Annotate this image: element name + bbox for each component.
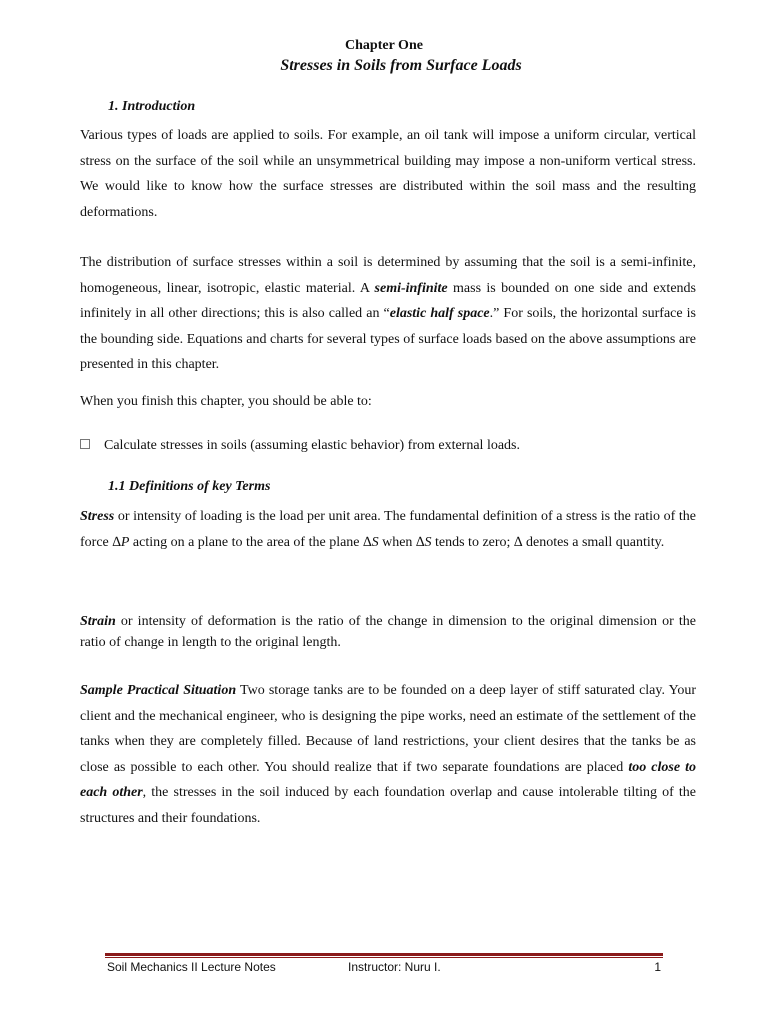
objective-text: Calculate stresses in soils (assuming elastic behavior) from external loads. bbox=[104, 438, 521, 453]
text-run: tends to zero; ∆ denotes a small quantity. bbox=[431, 534, 665, 550]
text-run: when bbox=[378, 534, 416, 550]
footer-rule bbox=[105, 953, 663, 956]
symbol-delta-p: ∆P bbox=[112, 534, 130, 550]
text-run: .” For soils, the horizontal surface is the bounding side. Equations and charts for several types of surface loads based on the above assumptions are presented in this chapter. bbox=[80, 306, 697, 372]
text-run: acting on a plane to the area of the plane bbox=[129, 534, 364, 550]
term-elastic-half-space: elastic half space bbox=[389, 306, 490, 321]
section-heading-definitions: 1.1 Definitions of key Terms bbox=[108, 479, 271, 494]
page-footer bbox=[105, 960, 663, 978]
paragraph-sample-situation bbox=[80, 678, 696, 831]
bullet-box-icon bbox=[80, 439, 90, 449]
term-too-close: too close to each other bbox=[80, 759, 697, 800]
footer-rule-thin bbox=[105, 957, 663, 958]
paragraph-objectives-intro: When you finish this chapter, you should be able to: bbox=[80, 394, 372, 409]
symbol-delta-s: ∆S bbox=[415, 534, 432, 550]
paragraph-intro: Various types of loads are applied to soils. For example, an oil tank will impose a uniform circular, vertical stress on the surface of the soil while an unsymmetrical building may impose a non-uniform vertical stress. We would like to know how the surface stresses are distributed within the soil mass and the resulting deformations. bbox=[80, 128, 696, 220]
text-run: , the stresses in the soil induced by each foundation overlap and cause intolerable tilting of the structures and their foundations. bbox=[80, 785, 696, 826]
text-run: or intensity of deformation is the ratio of the change in dimension to the original dimension or the ratio of change in length to the original length. bbox=[80, 614, 696, 650]
symbol-delta-s: ∆S bbox=[363, 534, 379, 550]
term-semi-infinite: semi-infinite bbox=[374, 280, 448, 296]
footer-course: Soil Mechanics II Lecture Notes bbox=[107, 960, 276, 974]
text-run: mass is bounded on one side and extends infinitely in all other directions; this is also called an “ bbox=[80, 280, 696, 321]
paragraph-distribution bbox=[80, 250, 696, 378]
term-strain: Strain bbox=[80, 614, 116, 629]
chapter-label: Chapter One bbox=[345, 38, 423, 53]
section-heading-introduction: 1. Introduction bbox=[108, 99, 196, 114]
paragraph-strain bbox=[80, 611, 696, 653]
chapter-title: Stresses in Soils from Surface Loads bbox=[280, 57, 522, 74]
page-number: 1 bbox=[654, 960, 661, 974]
term-sample-situation: Sample Practical Situation bbox=[80, 683, 237, 698]
objective-bullet bbox=[80, 438, 520, 454]
text-run: The distribution of surface stresses within a soil is determined by assuming that the soil is a semi-infinite, homogeneous, linear, isotropic, elastic material. A bbox=[80, 255, 696, 296]
paragraph-stress bbox=[80, 504, 696, 555]
text-run: Two storage tanks are to be founded on a deep layer of stiff saturated clay. Your client and the mechanical engineer, who is designing the pipe works, need an estimate of the settlement of the tanks when they are completely filled. Because of land restrictions, your client desires that the tanks be as close as possible to each other. You should realize that if two separate foundations are placed bbox=[80, 683, 696, 775]
term-stress: Stress bbox=[80, 509, 115, 524]
footer-instructor: Instructor: Nuru I. bbox=[348, 960, 441, 974]
text-run: or intensity of loading is the load per unit area. The fundamental definition of a stress is the ratio of the force bbox=[80, 509, 696, 550]
